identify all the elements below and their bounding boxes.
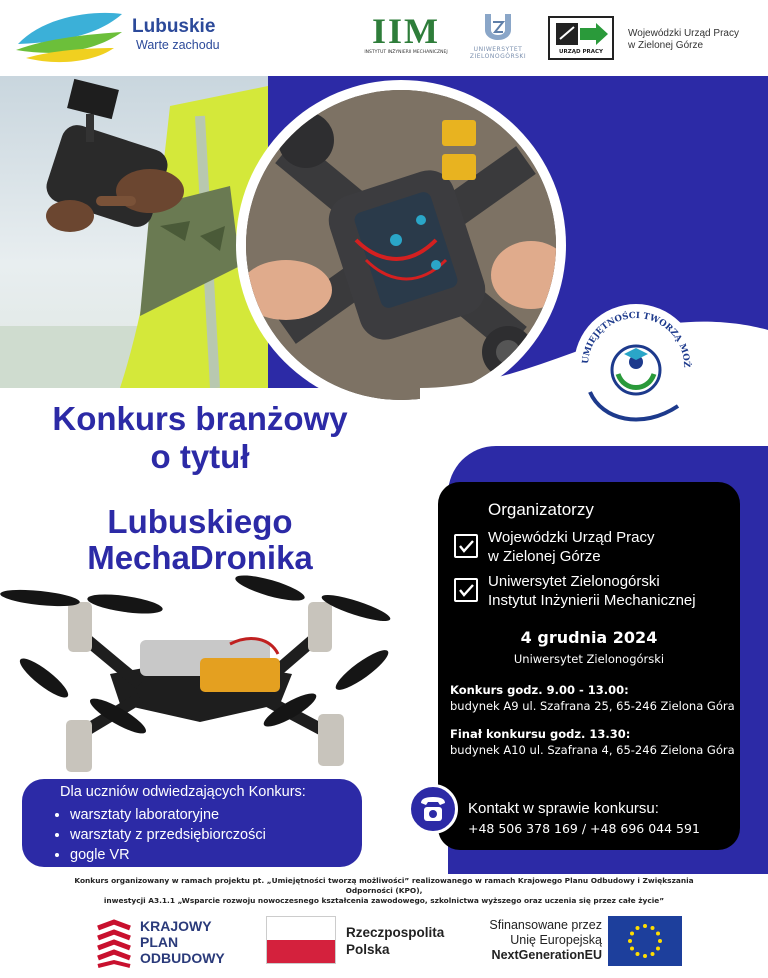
title-line-4: MechaDronika: [87, 539, 313, 576]
checkmark-icon: [456, 580, 476, 600]
iim-letters: IIM: [372, 11, 440, 51]
iim-logo: [364, 12, 448, 55]
rp-line-2: Polska: [346, 942, 390, 957]
umiejetnosci-badge: [566, 296, 706, 436]
header: [0, 0, 768, 76]
footnote-line-2: inwestycji A3.1.1 „Wsparcie rozwoju nowoczesnego kształcenia zawodowego, szkolnictwa wyższego oraz uczenia się przez całe życie”: [103, 896, 665, 905]
final-place: budynek A10 ul. Szafrana 4, 65-246 Zielona Góra: [450, 743, 735, 757]
organizer-wup-line-2: w Zielonej Górze: [488, 548, 601, 565]
kpo-line-3: ODBUDOWY: [140, 950, 225, 966]
title-line-3: Lubuskiego: [107, 503, 293, 540]
eu-line-2: Unię Europejską: [510, 933, 602, 947]
eu-line-1: Sfinansowane przez: [489, 918, 602, 932]
wup-text: [628, 28, 739, 52]
controller-hands-illustration-icon: [0, 76, 268, 388]
rp-text: [346, 924, 444, 958]
lubuskie-subtitle: Warte zachodu: [136, 38, 220, 52]
organizers-heading: Organizatorzy: [488, 500, 594, 519]
quadcopter-illustration-icon: [0, 574, 400, 780]
badge-text: UMIEJĘTNOŚCI TWORZĄ MOŻ: [580, 310, 692, 368]
organizer-uz-line-1: Uniwersytet Zielonogórski: [488, 573, 660, 590]
footnote-line-1: Konkurs organizowany w ramach projektu pt. „Umiejętności tworzą możliwości” realizowanego w ramach Krajowego Planu Odbudowy i Zwiększania Odporności (KPO),: [74, 876, 694, 895]
flag-red: [267, 940, 335, 963]
organizer-item-uz: [488, 572, 696, 610]
wup-line-2: w Zielonej Górze: [628, 40, 704, 51]
organizer-item-wup: [488, 528, 654, 566]
iim-caption: INSTYTUT INŻYNIERII MECHANICZNEJ: [364, 50, 448, 55]
students-list: [48, 805, 266, 865]
kpo-emblem-icon: [94, 918, 134, 968]
title-top: [10, 400, 390, 476]
urzad-caption: URZĄD PRACY: [559, 49, 603, 55]
umiejetnosci-badge-icon: [566, 296, 706, 436]
kpo-text: [140, 918, 225, 966]
kpo-line-1: KRAJOWY: [140, 918, 212, 934]
eu-flag: [608, 916, 682, 966]
contact-label: Kontakt w sprawie konkursu:: [468, 800, 659, 817]
checkmark-icon: [456, 536, 476, 556]
contest-place: budynek A9 ul. Szafrana 25, 65-246 Zielona Góra: [450, 699, 735, 713]
organizers-panel: [438, 482, 740, 850]
wup-line-1: Wojewódzki Urząd Pracy: [628, 28, 739, 39]
footnote: [60, 876, 708, 906]
urzad-pracy-logo: [548, 16, 614, 60]
eu-stars-icon: [608, 916, 682, 966]
list-item: • warsztaty laboratoryjne: [70, 805, 266, 825]
drone-photo: [0, 574, 400, 780]
list-item: • gogle VR: [70, 845, 266, 865]
event-date: 4 grudnia 2024: [520, 628, 658, 647]
check-icon: [454, 578, 478, 602]
students-heading: Dla uczniów odwiedzających Konkurs:: [60, 784, 306, 800]
kpo-logo: [94, 914, 244, 970]
organizer-wup-line-1: Wojewódzki Urząd Pracy: [488, 529, 655, 546]
rp-line-1: Rzeczpospolita: [346, 925, 445, 940]
hero-photo-controller: [0, 76, 268, 388]
uz-caption-2: ZIELONOGÓRSKI: [469, 53, 527, 60]
students-box: [22, 779, 362, 867]
polish-flag: [266, 916, 336, 964]
organizer-uz-line-2: Instytut Inżynierii Mechanicznej: [488, 592, 696, 609]
final-time: Finał konkursu godz. 13.30:: [450, 727, 631, 741]
eu-line-3: NextGenerationEU: [491, 948, 602, 962]
uz-emblem-icon: [481, 12, 515, 42]
lubuskie-title: Lubuskie: [132, 16, 216, 37]
title-bottom: [10, 504, 390, 576]
contact-phones: +48 506 378 169 / +48 696 044 591: [468, 821, 700, 836]
phone-icon: [411, 787, 455, 831]
urzad-arrow-icon: [556, 21, 608, 47]
uz-logo: [464, 12, 532, 60]
title-line-2: o tytuł: [150, 438, 250, 475]
phone-button[interactable]: [408, 784, 458, 834]
title-line-1: Konkurs branżowy: [52, 400, 348, 437]
uz-caption-1: UNIWERSYTET: [473, 46, 523, 53]
list-item: • warsztaty z przedsiębiorczości: [70, 825, 266, 845]
kpo-line-2: PLAN: [140, 934, 179, 950]
contest-time: Konkurs godz. 9.00 - 13.00:: [450, 683, 629, 697]
flag-white: [267, 917, 335, 940]
event-venue: Uniwersytet Zielonogórski: [513, 652, 665, 666]
lubuskie-logo-icon: [14, 8, 126, 66]
check-icon: [454, 534, 478, 558]
eu-text: [474, 918, 602, 963]
